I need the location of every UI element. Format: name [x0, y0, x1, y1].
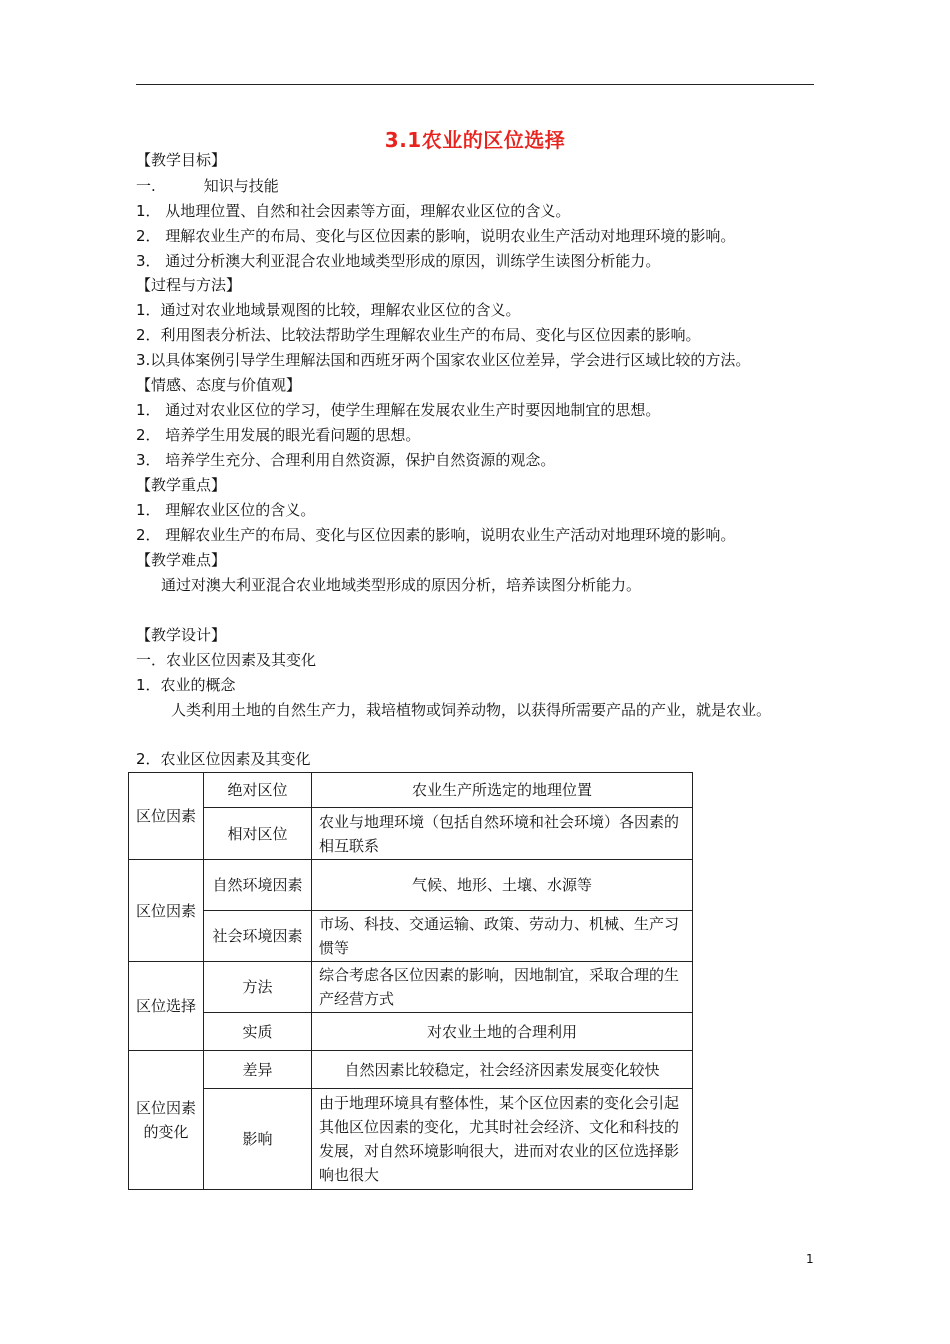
objectives-heading: 【教学目标】: [136, 151, 227, 169]
emotion-item: 1． 通过对农业区位的学习，使学生理解在发展农业生产时要因地制宜的思想。: [136, 401, 661, 419]
factor-key: 绝对区位: [204, 773, 312, 808]
table-row: [129, 1089, 693, 1190]
section-heading: 一．农业区位因素及其变化: [136, 651, 317, 669]
knowledge-item: 3． 通过分析澳大利亚混合农业地域类型形成的原因，训练学生读图分析能力。: [136, 252, 661, 270]
table-row: [129, 911, 693, 962]
factor-key: 方法: [204, 962, 312, 1013]
table-row: [129, 773, 693, 808]
factor-key: 自然环境因素: [204, 860, 312, 911]
process-item: 1．通过对农业地域景观图的比较，理解农业区位的含义。: [136, 301, 521, 319]
table-row: [129, 860, 693, 911]
table-row: [129, 808, 693, 860]
knowledge-item: 1． 从地理位置、自然和社会因素等方面，理解农业区位的含义。: [136, 202, 571, 220]
table-row: [129, 1013, 693, 1051]
factor-value: 对农业土地的合理利用: [312, 1013, 693, 1051]
factor-key: 社会环境因素: [204, 911, 312, 962]
process-item: 3.以具体案例引导学生理解法国和西班牙两个国家农业区位差异，学会进行区域比较的方法。: [136, 351, 751, 369]
emotion-item: 2． 培养学生用发展的眼光看问题的思想。: [136, 426, 421, 444]
group-label: 区位选择: [129, 962, 204, 1051]
knowledge-label: 知识与技能: [203, 177, 279, 195]
header-rule: [136, 84, 814, 85]
factors-heading: 2．农业区位因素及其变化: [136, 750, 311, 768]
factor-value: 农业与地理环境（包括自然环境和社会环境）各因素的相互联系: [312, 808, 693, 860]
key-item: 1． 理解农业区位的含义。: [136, 501, 316, 519]
factor-value: 市场、科技、交通运输、政策、劳动力、机械、生产习惯等: [312, 911, 693, 962]
factor-value: 由于地理环境具有整体性，某个区位因素的变化会引起其他区位因素的变化，尤其时社会经济、文化和科技的发展，对自然环境影响很大，进而对农业的区位选择影响也很大: [312, 1089, 693, 1190]
difficulty-text: 通过对澳大利亚混合农业地域类型形成的原因分析，培养读图分析能力。: [161, 576, 642, 594]
table-row: [129, 1051, 693, 1089]
factor-key: 相对区位: [204, 808, 312, 860]
key-item: 2． 理解农业生产的布局、变化与区位因素的影响，说明农业生产活动对地理环境的影响。: [136, 526, 736, 544]
process-heading: 【过程与方法】: [136, 276, 242, 294]
key-heading: 【教学重点】: [136, 476, 227, 494]
knowledge-item: 2． 理解农业生产的布局、变化与区位因素的影响，说明农业生产活动对地理环境的影响。: [136, 227, 736, 245]
group-label: 区位因素: [129, 860, 204, 962]
factor-value: 气候、地形、土壤、水源等: [312, 860, 693, 911]
factor-key: 差异: [204, 1051, 312, 1089]
knowledge-number: 一.: [136, 177, 156, 195]
concept-heading: 1．农业的概念: [136, 676, 236, 694]
group-label: 区位因素的变化: [129, 1051, 204, 1190]
difficulty-heading: 【教学难点】: [136, 551, 227, 569]
knowledge-heading: [136, 176, 279, 196]
factor-key: 实质: [204, 1013, 312, 1051]
emotion-item: 3． 培养学生充分、合理利用自然资源，保护自然资源的观念。: [136, 451, 556, 469]
emotion-heading: 【情感、态度与价值观】: [136, 376, 302, 394]
factors-table: [128, 772, 693, 1190]
group-label: 区位因素: [129, 773, 204, 860]
table-row: [129, 962, 693, 1013]
factor-value: 综合考虑各区位因素的影响，因地制宜，采取合理的生产经营方式: [312, 962, 693, 1013]
design-heading: 【教学设计】: [136, 626, 227, 644]
factor-key: 影响: [204, 1089, 312, 1190]
process-item: 2．利用图表分析法、比较法帮助学生理解农业生产的布局、变化与区位因素的影响。: [136, 326, 701, 344]
page-number: 1: [806, 1252, 814, 1266]
document-title: 3.1农业的区位选择: [384, 128, 566, 152]
factor-value: 农业生产所选定的地理位置: [312, 773, 693, 808]
factor-value: 自然因素比较稳定，社会经济因素发展变化较快: [312, 1051, 693, 1089]
concept-text: 人类利用土地的自然生产力，栽培植物或饲养动物，以获得所需要产品的产业，就是农业。: [171, 701, 772, 719]
